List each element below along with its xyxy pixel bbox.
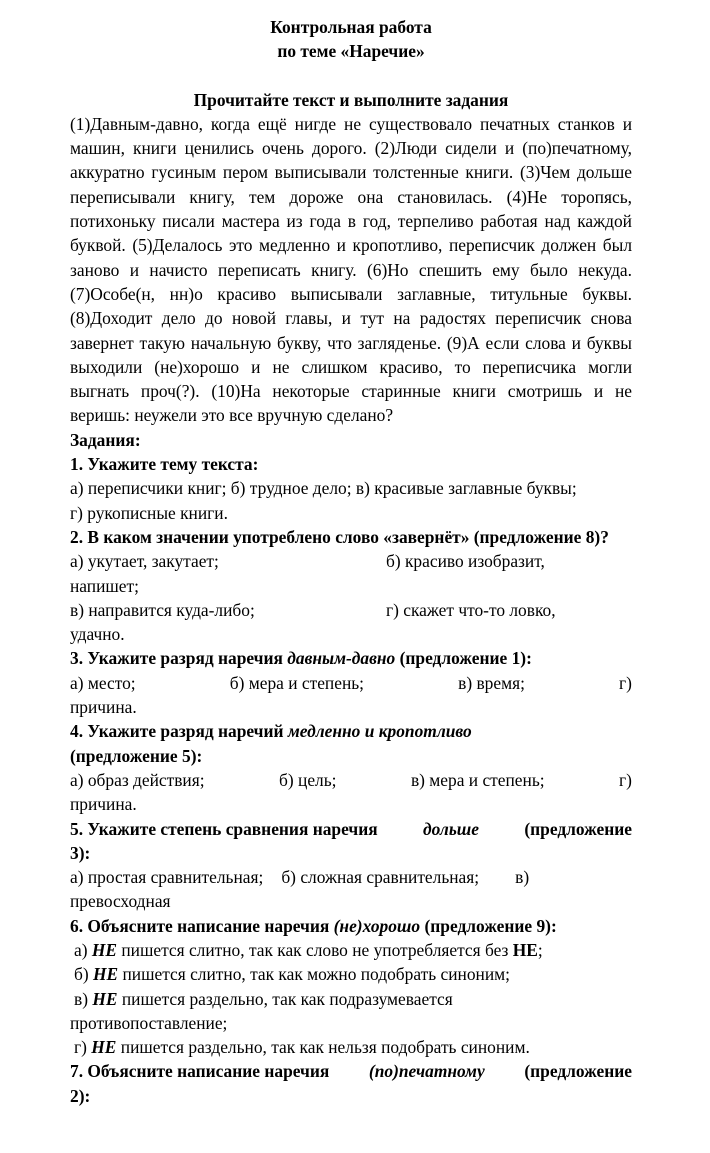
q6-option-c [70, 987, 632, 1011]
q7-question-word: (по)печатному [368, 1061, 485, 1082]
q6-option-a-prefix: а) [74, 939, 92, 960]
q6-option-d [70, 1035, 632, 1059]
q6-option-a-end: ; [537, 939, 543, 960]
q4-option-d-cont: причина. [70, 794, 137, 815]
q4-option-a: а) образ действия; [70, 769, 205, 790]
q5-question-post: (предложение [524, 818, 632, 839]
q6-option-c-text: пишется раздельно, так как подразумевается [117, 988, 453, 1009]
q4-question-post: (предложение 5): [70, 745, 203, 766]
q1-options-line2: г) рукописные книги. [70, 502, 228, 523]
q6-option-c-cont: противопоставление; [70, 1012, 228, 1033]
q6-option-b-text: пишется слитно, так как можно подобрать синоним; [118, 964, 510, 985]
q3-option-b: б) мера и степень; [229, 672, 365, 693]
q4-question-word: медленно и кропотливо [287, 721, 472, 742]
q4-option-b: б) цель; [279, 769, 337, 790]
q3-question-pre: 3. Укажите разряд наречия [70, 648, 288, 669]
q6-option-a-text: пишется слитно, так как слово не употребляется без [117, 939, 513, 960]
q5-option-c-cont: превосходная [70, 891, 171, 912]
q5-question-cont: 3): [70, 842, 91, 863]
q3-options-row [70, 671, 632, 695]
q2-question: 2. В каком значении употреблено слово «завернёт» (предложение 8)? [70, 526, 609, 547]
q3-question-word: давным-давно [287, 648, 396, 669]
q6-question-pre: 6. Объясните написание наречия [70, 915, 334, 936]
tasks-heading: Задания: [70, 429, 141, 450]
q4-question [70, 719, 632, 743]
q6-question-word: (не)хорошо [333, 915, 421, 936]
q6-option-d-text: пишется раздельно, так как нельзя подобрать синоним. [116, 1037, 530, 1058]
q6-ne-c: НЕ [92, 988, 118, 1009]
q2-option-d-cont: удачно. [70, 624, 125, 645]
q3-option-c: в) время; [458, 672, 525, 693]
q4-option-c: в) мера и степень; [410, 769, 545, 790]
instruction-heading: Прочитайте текст и выполните задания [193, 89, 509, 110]
title-line-2: по теме «Наречие» [277, 41, 425, 62]
passage-text: (1)Давным-давно, когда ещё нигде не существовало печатных станков и машин, книги ценились очень дорого. (2)Люди сидели и (по)печатному, аккуратно гусиным пером выписывали толстенные книги. (3)Чем дольше переписывали книгу, тем дороже она становилась. (4)Не торопясь, потихоньку писали мастера из года в год, терпеливо работая над каждой буквой. (5)Делалось это медленно и кропотливо, переписчик должен был заново и начисто переписать книгу. (6)Но спешить ему было некуда. (7)Особе(н, нн)о красиво выписывали заглавные, титульные буквы. (8)Доходит дело до новой главы, и тут на радостях переписчик снова завернет такую начальную букву, что загляденье. (9)А если слова и буквы выходили (не)хорошо и не слишком красиво, то переписчика могли выгнать проч(?). (10)На некоторые старинные книги смотришь и не веришь: неужели это все вручную сделано? [70, 113, 632, 426]
q6-option-d-prefix: г) [74, 1037, 92, 1058]
q4-options-row [70, 768, 632, 792]
q6-question [70, 914, 632, 938]
q6-option-a [70, 938, 632, 962]
q6-option-b [70, 962, 632, 986]
q7-question-cont: 2): [70, 1085, 91, 1106]
q4-option-d: г) [619, 769, 632, 790]
q2-row-2 [70, 598, 632, 622]
q6-option-c-prefix: в) [74, 988, 93, 1009]
q2-row-1 [70, 549, 632, 573]
q3-option-a: а) место; [70, 672, 136, 693]
q5-question-pre: 5. Укажите степень сравнения наречия [70, 818, 378, 839]
q6-ne-a: НЕ [91, 939, 117, 960]
q2-option-a: а) укутает, закутает; [70, 551, 219, 572]
q2-option-c: в) направится куда-либо; [70, 599, 255, 620]
q5-question [70, 817, 632, 841]
q6-option-b-prefix: б) [74, 964, 93, 985]
q7-question [70, 1059, 632, 1083]
q6-ne-a-end: НЕ [512, 939, 538, 960]
q2-option-b: б) красиво изобразит, [386, 551, 545, 572]
q7-question-pre: 7. Объясните написание наречия [70, 1061, 330, 1082]
title-line-1: Контрольная работа [270, 17, 432, 37]
q7-question-post: (предложение [524, 1061, 632, 1082]
document-content [70, 15, 632, 1108]
q6-ne-d: НЕ [91, 1037, 117, 1058]
q5-option-b: б) сложная сравнительная; [281, 867, 480, 888]
q2-option-b-cont: напишет; [70, 575, 139, 596]
q3-option-d-cont: причина. [70, 697, 137, 718]
q1-options-line1: а) переписчики книг; б) трудное дело; в) красивые заглавные буквы; [70, 478, 577, 499]
q3-question [70, 646, 632, 670]
q3-question-post: (предложение 1): [395, 648, 532, 669]
q5-question-word: дольше [423, 818, 479, 839]
q6-ne-b: НЕ [93, 964, 119, 985]
q5-option-c: в) [515, 867, 530, 888]
q3-option-d: г) [619, 672, 632, 693]
q6-question-post: (предложение 9): [420, 915, 557, 936]
q5-options-row [70, 865, 632, 889]
q4-question-pre: 4. Укажите разряд наречий [70, 721, 288, 742]
q5-option-a: а) простая сравнительная; [70, 867, 264, 888]
q1-question: 1. Укажите тему текста: [70, 454, 259, 475]
q2-option-d: г) скажет что-то ловко, [386, 599, 556, 620]
